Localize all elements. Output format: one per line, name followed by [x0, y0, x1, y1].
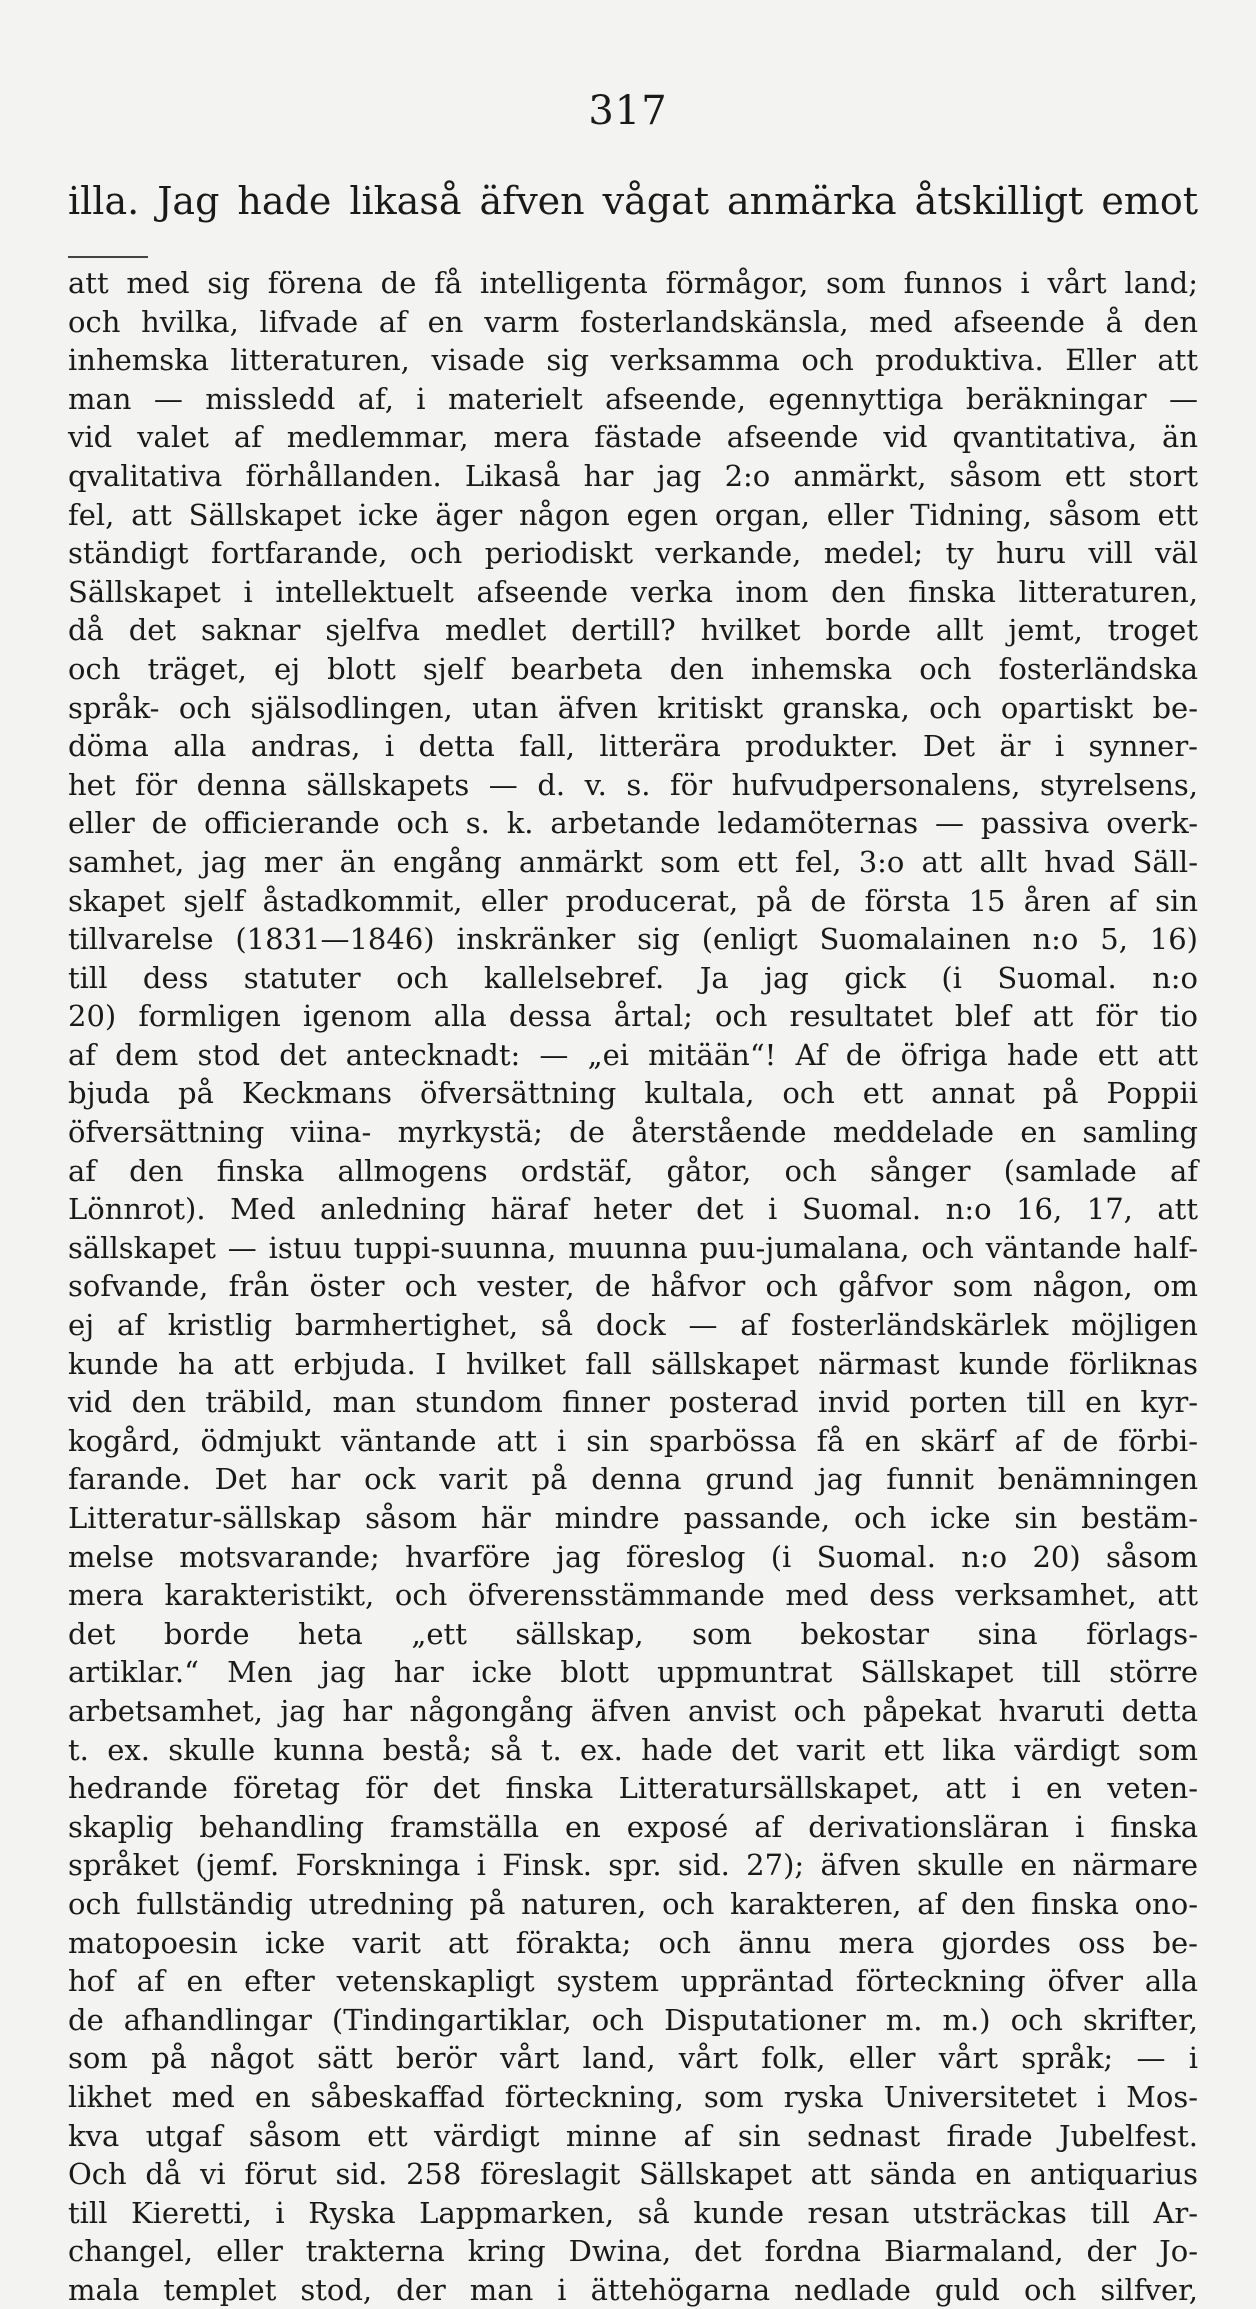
text-line: som på något sätt berör vårt land, vårt folk, eller vårt språk; — i — [68, 2041, 1198, 2076]
text-line: och fullständig utredning på naturen, och karakteren, af den finska ono- — [68, 1886, 1198, 1921]
text-line: då det saknar sjelfva medlet dertill? hvilket borde allt jemt, troget — [68, 613, 1198, 648]
separator-rule — [68, 256, 148, 258]
text-line: 20) formligen igenom alla dessa årtal; och resultatet blef att för tio — [68, 999, 1198, 1034]
text-line: de afhandlingar (Tindingartiklar, och Disputationer m. m.) och skrifter, — [68, 2002, 1198, 2037]
text-line: språket (jemf. Forskninga i Finsk. spr. sid. 27); äfven skulle en närmare — [68, 1848, 1198, 1883]
text-line: hof af en efter vetenskapligt system uppräntad förteckning öfver alla — [68, 1964, 1198, 1999]
text-line: det borde heta „ett sällskap, som bekostar sina förlags- — [68, 1616, 1198, 1651]
text-line: kunde ha att erbjuda. I hvilket fall sällskapet närmast kunde förliknas — [68, 1346, 1198, 1381]
text-line: af den finska allmogens ordstäf, gåtor, och sånger (samlade af — [68, 1153, 1198, 1188]
text-line: mera karakteristikt, och öfverensstämmande med dess verksamhet, att — [68, 1578, 1198, 1613]
text-line: vid den träbild, man stundom finner posterad invid porten till en kyr- — [68, 1385, 1198, 1420]
text-line: samhet, jag mer än engång anmärkt som ett fel, 3:o att allt hvad Säll- — [68, 844, 1198, 879]
body-text — [68, 264, 1198, 2309]
text-line: het för denna sällskapets — d. v. s. för hufvudpersonalens, styrelsens, — [68, 767, 1198, 802]
heading-line: illa. Jag hade likaså äfven vågat anmärka åtskilligt emot — [68, 179, 1198, 223]
text-line: t. ex. skulle kunna bestå; så t. ex. hade det varit ett lika värdigt som — [68, 1732, 1198, 1767]
text-line: skapet sjelf åstadkommit, eller producerat, på de första 15 åren af sin — [68, 883, 1198, 918]
text-line: kva utgaf såsom ett värdigt minne af sin sednast firade Jubelfest. — [68, 2118, 1198, 2153]
text-line: changel, eller trakterna kring Dwina, det fordna Biarmaland, der Jo- — [68, 2234, 1198, 2269]
text-line: vid valet af medlemmar, mera fästade afseende vid qvantitativa, än — [68, 420, 1198, 455]
text-line: till dess statuter och kallelsebref. Ja jag gick (i Suomal. n:o — [68, 960, 1198, 995]
text-line: och träget, ej blott sjelf bearbeta den inhemska och fosterländska — [68, 651, 1198, 686]
text-line: hedrande företag för det finska Litteratursällskapet, att i en veten- — [68, 1771, 1198, 1806]
text-line: arbetsamhet, jag har någongång äfven anvist och påpekat hvaruti detta — [68, 1693, 1198, 1728]
text-line: artiklar.“ Men jag har icke blott uppmuntrat Sällskapet till större — [68, 1655, 1198, 1690]
text-line: språk- och själsodlingen, utan äfven kritiskt granska, och opartiskt be- — [68, 690, 1198, 725]
text-line: Litteratur-sällskap såsom här mindre passande, och icke sin bestäm- — [68, 1501, 1198, 1535]
text-line: kogård, ödmjukt väntande att i sin sparbössa få en skärf af de förbi- — [68, 1423, 1198, 1458]
text-line: man — missledd af, i materielt afseende, egennyttiga beräkningar — — [68, 381, 1198, 416]
text-line: till Kieretti, i Ryska Lappmarken, så kunde resan utsträckas till Ar- — [68, 2195, 1198, 2230]
text-line: sofvande, från öster och vester, de håfvor och gåfvor som någon, om — [68, 1269, 1198, 1304]
text-line: matopoesin icke varit att förakta; och ännu mera gjordes oss be- — [68, 1925, 1198, 1960]
text-line: sällskapet — istuu tuppi-suunna, muunna puu-jumalana, och väntande half- — [68, 1230, 1198, 1265]
text-line: döma alla andras, i detta fall, litterära produkter. Det är i synner- — [68, 729, 1198, 764]
text-line: ej af kristlig barmhertighet, så dock — af fosterländskärlek möjligen — [68, 1308, 1198, 1343]
text-line: qvalitativa förhållanden. Likaså har jag 2:o anmärkt, såsom ett stort — [68, 458, 1198, 493]
text-line: melse motsvarande; hvarföre jag föreslog (i Suomal. n:o 20) såsom — [68, 1539, 1198, 1574]
text-line: Och då vi förut sid. 258 föreslagit Sällskapet att sända en antiquarius — [68, 2157, 1198, 2192]
text-line: öfversättning viina- myrkystä; de återstående meddelade en samling — [68, 1115, 1198, 1150]
text-line: mala templet stod, der man i ättehögarna nedlade guld och silfver, — [68, 2272, 1198, 2307]
text-line: att med sig förena de få intelligenta förmågor, som funnos i vårt land; — [68, 266, 1198, 300]
text-line: Lönnrot). Med anledning häraf heter det i Suomal. n:o 16, 17, att — [68, 1192, 1198, 1227]
text-line: inhemska litteraturen, visade sig verksamma och produktiva. Eller att — [68, 343, 1198, 378]
text-line: tillvarelse (1831—1846) inskränker sig (enligt Suomalainen n:o 5, 16) — [68, 922, 1198, 957]
text-line: bjuda på Keckmans öfversättning kultala, och ett annat på Poppii — [68, 1076, 1198, 1111]
text-line: ständigt fortfarande, och periodiskt verkande, medel; ty huru vill väl — [68, 536, 1198, 571]
page-number: 317 — [588, 88, 668, 134]
text-line: farande. Det har ock varit på denna grund jag funnit benämningen — [68, 1462, 1198, 1497]
text-line: skaplig behandling framställa en exposé af derivationsläran i finska — [68, 1809, 1198, 1844]
text-line: eller de officierande och s. k. arbetande ledamöternas — passiva overk- — [68, 806, 1198, 841]
text-line: likhet med en såbeskaffad förteckning, som ryska Universitetet i Mos- — [68, 2079, 1198, 2114]
text-line: af dem stod det antecknadt: — „ei mitään“! Af de öfriga hade ett att — [68, 1037, 1198, 1072]
text-line: fel, att Sällskapet icke äger någon egen organ, eller Tidning, såsom ett — [68, 497, 1198, 532]
text-line: Sällskapet i intellektuelt afseende verka inom den finska litteraturen, — [68, 574, 1198, 609]
text-line: och hvilka, lifvade af en varm fosterlandskänsla, med afseende å den — [68, 304, 1198, 339]
